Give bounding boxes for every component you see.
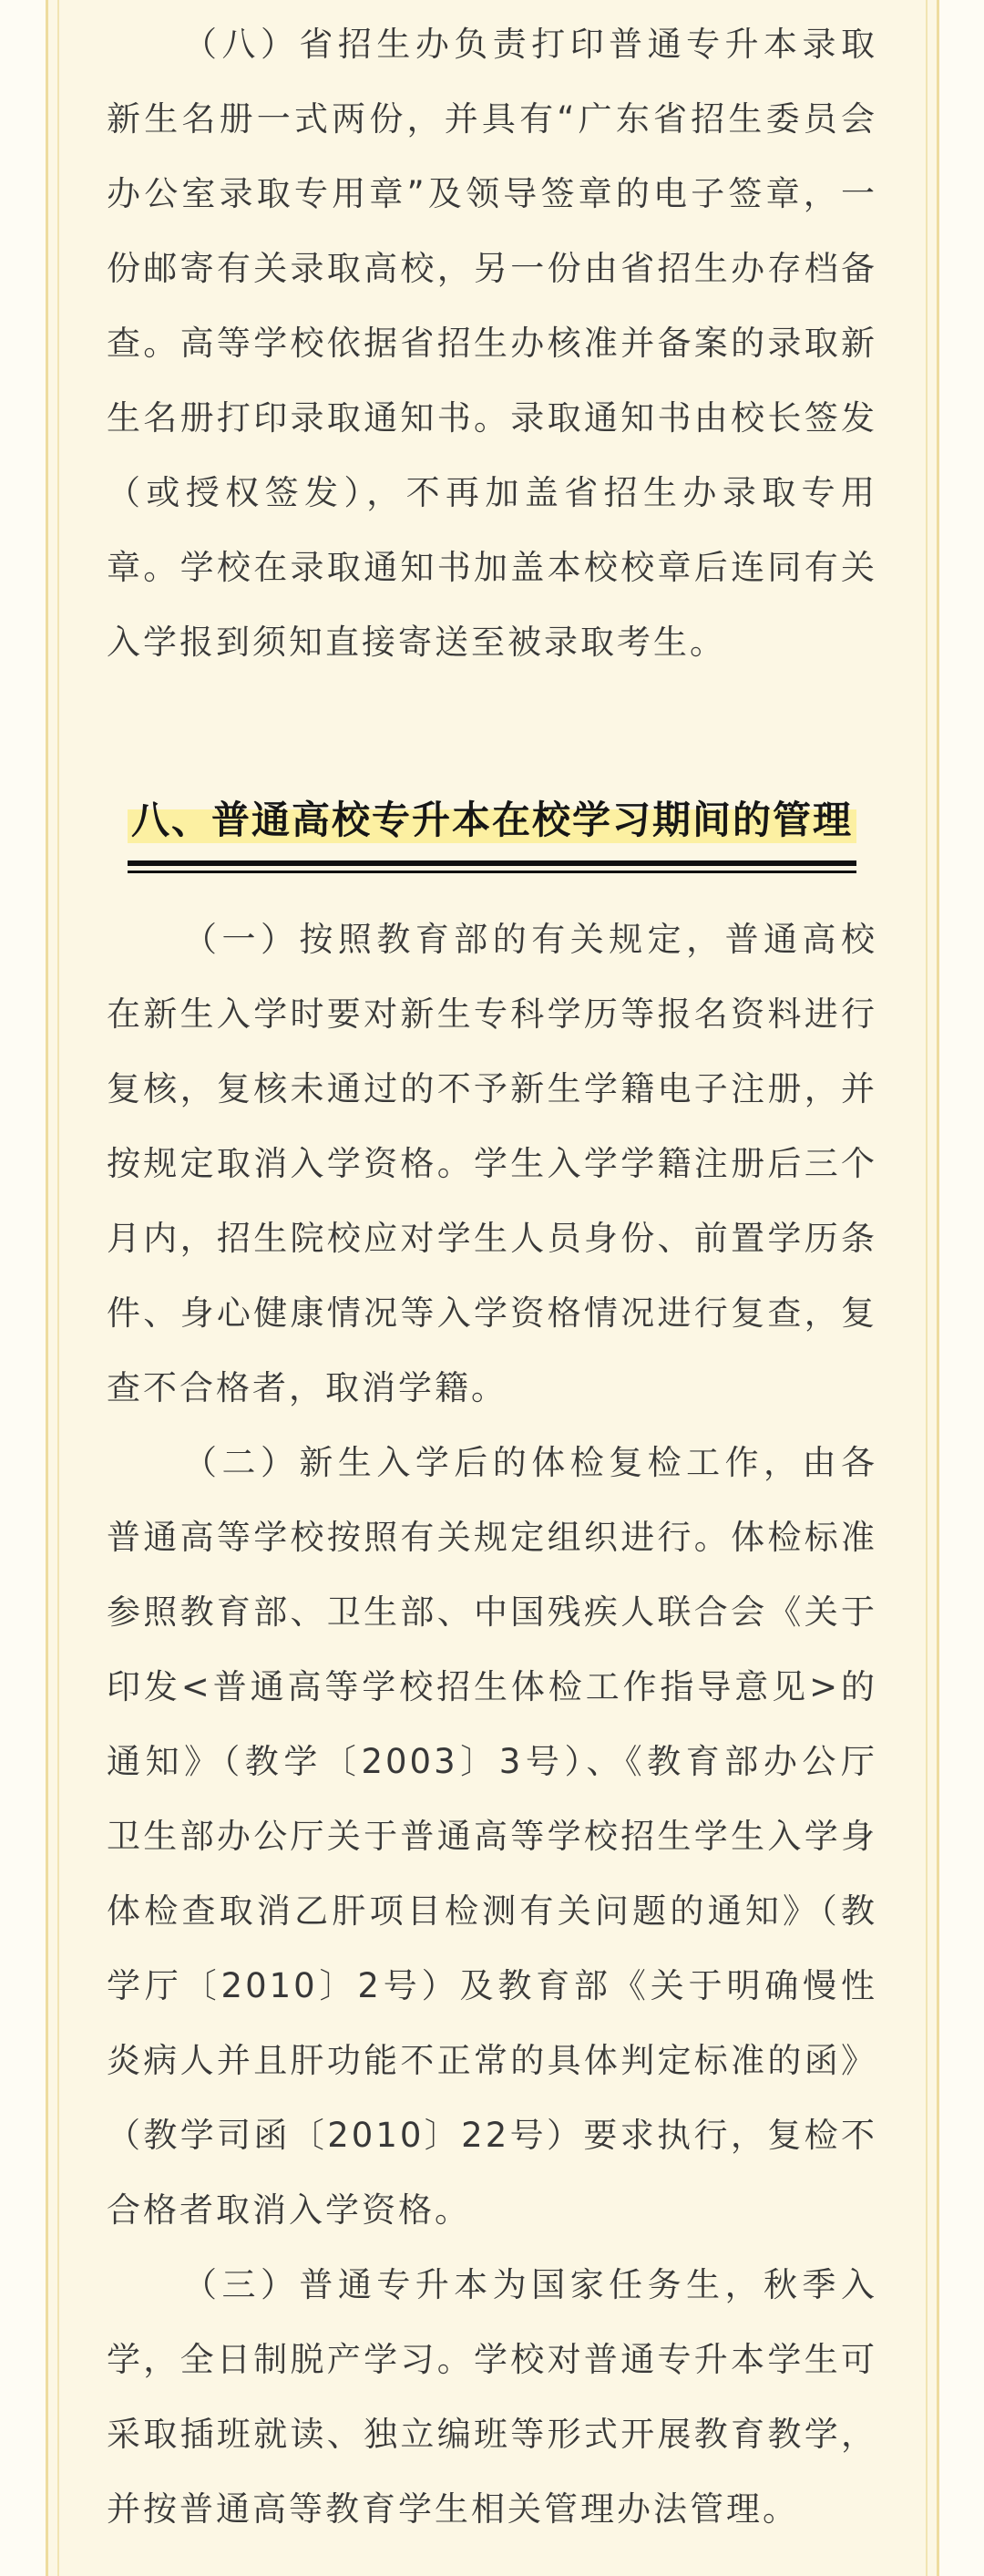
text-line: 复核，复核未通过的不予新生学籍电子注册，并 (107, 1069, 877, 1108)
text-line: 查。高等学校依据省招生办核准并备案的录取新 (107, 324, 877, 363)
text-line: 在新生入学时要对新生专科学历等报名资料进行 (107, 994, 877, 1034)
text-line: 学，全日制脱产学习。学校对普通专升本学生可 (107, 2340, 877, 2379)
text-line: （一）按照教育部的有关规定，普通高校 (183, 920, 877, 959)
text-line: 查不合格者，取消学籍。 (107, 1368, 507, 1407)
section-heading-text: 八、普通高校专升本在校学习期间的管理 (128, 793, 856, 848)
paragraph-item-2 (107, 1426, 877, 2248)
text-line: 入学报到须知直接寄送至被录取考生。 (107, 623, 726, 662)
frame-border-left-outer (46, 0, 48, 2576)
text-line: （或授权签发），不再加盖省招生办录取专用 (107, 473, 877, 512)
heading-rule-thick (128, 860, 856, 866)
text-line: 并按普通高等教育学生相关管理办法管理。 (107, 2489, 799, 2529)
text-line: 按规定取消入学资格。学生入学学籍注册后三个 (107, 1144, 877, 1183)
frame-border-left-inner (57, 0, 59, 2576)
text-line: 卫生部办公厅关于普通高等学校招生学生入学身 (107, 1817, 877, 1856)
text-line: 新生名册一式两份，并具有“广东省招生委员会 (107, 99, 877, 139)
text-line: （三）普通专升本为国家任务生，秋季入 (183, 2265, 877, 2304)
heading-rule-thin (128, 871, 856, 873)
text-line: 件、身心健康情况等入学资格情况进行复查，复 (107, 1293, 877, 1333)
text-line: （八）省招生办负责打印普通专升本录取 (183, 25, 877, 64)
text-line: 办公室录取专用章”及领导签章的电子签章，一 (107, 174, 877, 213)
text-line: 份邮寄有关录取高校，另一份由省招生办存档备 (107, 249, 877, 288)
paragraph-item-3 (107, 2248, 877, 2547)
frame-border-right-outer (937, 0, 939, 2576)
text-line: 学厅〔2010〕2号）及教育部《关于明确慢性 (107, 1966, 877, 2005)
text-line: （二）新生入学后的体检复检工作，由各 (183, 1443, 877, 1482)
section-heading (107, 793, 877, 848)
text-line: 合格者取消入学资格。 (107, 2190, 471, 2230)
text-line: 采取插班就读、独立编班等形式开展教育教学， (107, 2415, 877, 2454)
text-line: 参照教育部、卫生部、中国残疾人联合会《关于 (107, 1592, 877, 1632)
heading-double-rule (128, 860, 856, 873)
frame-border-right-inner (926, 0, 928, 2576)
text-line: 月内，招生院校应对学生人员身份、前置学历条 (107, 1219, 877, 1258)
paragraph-item-1 (107, 902, 877, 1426)
text-line: 通知》（教学〔2003〕3号）、《教育部办公厅 (107, 1742, 877, 1781)
text-line: 生名册打印录取通知书。录取通知书由校长签发 (107, 398, 877, 438)
text-line: 普通高等学校按照有关规定组织进行。体检标准 (107, 1518, 877, 1557)
text-line: （教学司函〔2010〕22号）要求执行，复检不 (107, 2116, 877, 2155)
text-line: 章。学校在录取通知书加盖本校校章后连同有关 (107, 548, 877, 587)
text-line: 炎病人并且肝功能不正常的具体判定标准的函》 (107, 2041, 877, 2080)
paragraph-item-8 (107, 7, 877, 680)
text-line: 印发<普通高等学校招生体检工作指导意见>的 (107, 1667, 877, 1706)
text-line: 体检查取消乙肝项目检测有关问题的通知》（教 (107, 1891, 877, 1931)
article-body (107, 7, 877, 2547)
